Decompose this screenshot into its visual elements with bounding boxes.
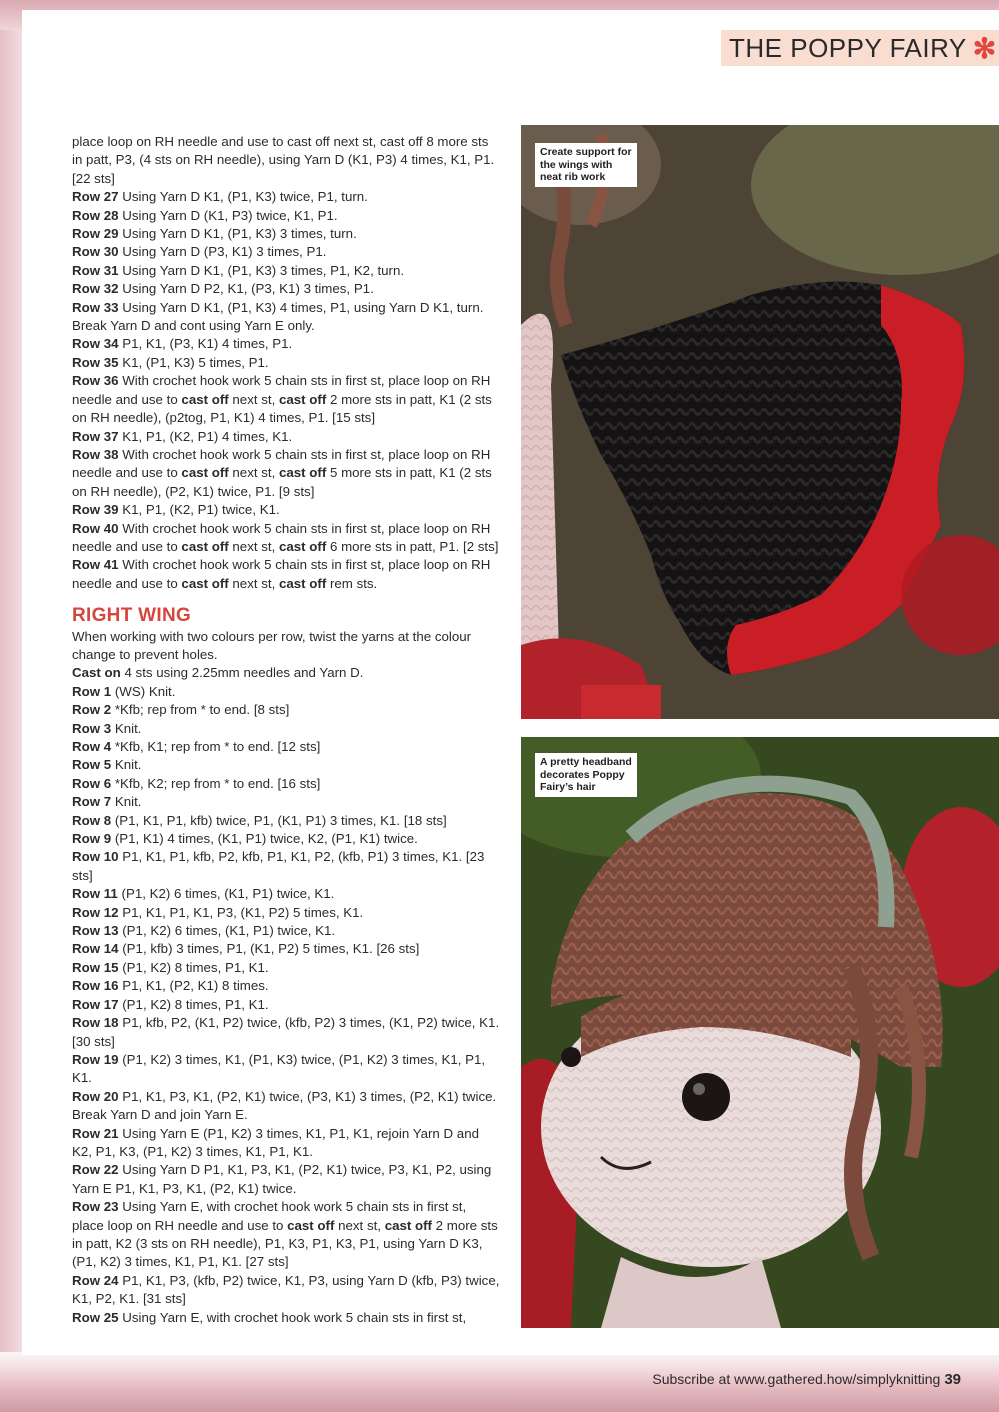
pattern-line (72, 1051, 500, 1088)
pattern-text: With crochet hook work 5 chain sts in first st, place loop on RH needle and use to (72, 373, 491, 407)
pattern-text: Using Yarn D K1, (P1, K3) 3 times, turn. (118, 226, 357, 242)
pattern-text: next st, (334, 1217, 385, 1233)
pattern-keyword: Row 20 (72, 1088, 119, 1104)
pattern-line (72, 922, 500, 940)
pattern-text: Knit. (111, 757, 142, 773)
pattern-keyword: Row 14 (72, 941, 119, 957)
pattern-line (72, 996, 500, 1014)
pattern-keyword: Row 28 (72, 207, 119, 223)
pattern-keyword: Row 21 (72, 1125, 119, 1141)
pattern-line (72, 848, 500, 885)
pattern-keyword: Row 12 (72, 904, 119, 920)
pattern-line (72, 793, 500, 811)
pattern-text: Using Yarn D (K1, P3) twice, K1, P1. (118, 207, 338, 223)
pattern-text: Using Yarn D (P3, K1) 3 times, P1. (118, 244, 327, 260)
caption-line: Create support for (540, 146, 632, 158)
pattern-text: Using Yarn D K1, (P1, K3) 4 times, P1, using Yarn D K1, turn. (118, 299, 484, 315)
pattern-text: P1, K1, P1, kfb, P2, kfb, P1, K1, P2, (kfb, P1) 3 times, K1. [23 sts] (72, 849, 485, 883)
pattern-keyword: Row 39 (72, 502, 119, 518)
pattern-text: (P1, K2) 6 times, (K1, P1) twice, K1. (117, 886, 335, 902)
pattern-keyword: Row 31 (72, 262, 119, 278)
pattern-line (72, 701, 500, 719)
pattern-text: When working with two colours per row, twist the yarns at the colour change to prevent holes. (72, 628, 472, 662)
pattern-keyword: Row 6 (72, 775, 112, 791)
pattern-text: (WS) Knit. (111, 683, 176, 699)
pattern-line (72, 1198, 500, 1272)
pattern-line (72, 738, 500, 756)
pattern-line (72, 428, 500, 446)
pattern-keyword: Row 35 (72, 354, 119, 370)
wing-photo-caption (535, 143, 637, 187)
right-wing-instructions (72, 628, 500, 1327)
pattern-keyword: Row 1 (72, 683, 112, 699)
pattern-continued (72, 133, 500, 593)
pattern-text: 6 more sts in patt, P1. [2 sts] (326, 538, 499, 554)
pattern-keyword: cast off (278, 391, 327, 407)
pattern-line (72, 904, 500, 922)
pattern-keyword: cast off (181, 575, 229, 591)
pattern-text: K1, (P1, K3) 5 times, P1. (118, 354, 269, 370)
pattern-text: K1, P1, (K2, P1) 4 times, K1. (118, 428, 293, 444)
wing-illustration (521, 125, 999, 719)
pattern-text: *Kfb, K2; rep from * to end. [16 sts] (111, 775, 321, 791)
head-photo-caption (535, 753, 637, 797)
pattern-line (72, 885, 500, 903)
pattern-line (72, 1106, 500, 1124)
pattern-keyword: Row 18 (72, 1015, 119, 1031)
pattern-text: rem sts. (326, 575, 378, 591)
pattern-text: Knit. (111, 720, 142, 736)
caption-line: decorates Poppy (540, 768, 625, 781)
pattern-line (72, 664, 500, 682)
pattern-column (72, 133, 500, 1327)
pattern-line (72, 243, 500, 261)
pattern-keyword: Row 30 (72, 244, 119, 260)
pattern-line (72, 225, 500, 243)
pattern-line (72, 775, 500, 793)
pattern-line (72, 372, 500, 427)
pattern-line (72, 940, 500, 958)
pattern-text: With crochet hook work 5 chain sts in first st, place loop on RH needle and use to (72, 520, 491, 554)
pattern-text: next st, (228, 465, 279, 481)
pattern-line (72, 959, 500, 977)
pattern-line (72, 262, 500, 280)
pattern-keyword: Row 33 (72, 299, 119, 315)
pattern-keyword: Row 40 (72, 520, 119, 536)
pattern-line (72, 317, 500, 335)
pattern-keyword: cast off (278, 538, 327, 554)
pattern-keyword: cast off (384, 1217, 432, 1233)
asterisk-icon: ✻ (972, 32, 997, 64)
pattern-keyword: Row 2 (72, 702, 112, 718)
pattern-text: next st, (228, 538, 279, 554)
pattern-keyword: Row 22 (72, 1162, 119, 1178)
pattern-keyword: Row 27 (72, 189, 119, 205)
pattern-line (72, 280, 500, 298)
pattern-text: Using Yarn D P1, K1, P3, K1, (P2, K1) twice, P3, K1, P2, using Yarn E P1, K1, P3, K1, (P2, K1) twice. (72, 1162, 492, 1196)
pattern-line (72, 756, 500, 774)
pattern-line (72, 188, 500, 206)
pattern-line (72, 446, 500, 501)
pattern-line (72, 977, 500, 995)
pattern-keyword: cast off (287, 1217, 335, 1233)
pattern-text: P1, K1, (P3, K1) 4 times, P1. (118, 336, 293, 352)
pattern-text: 4 sts using 2.25mm needles and Yarn D. (120, 665, 364, 681)
pattern-keyword: Row 4 (72, 739, 112, 754)
pattern-keyword: Row 32 (72, 281, 119, 297)
section-title: THE POPPY FAIRY (729, 32, 967, 63)
pattern-text: (P1, K1) 4 times, (K1, P1) twice, K2, (P1, K1) twice. (111, 831, 418, 847)
pattern-line (72, 354, 500, 372)
caption-line: neat rib work (540, 171, 606, 183)
pattern-text: Using Yarn E, with crochet hook work 5 chain sts in first st, place loop on RH needle and use to (72, 1199, 467, 1233)
pattern-text: P1, K1, P3, (kfb, P2) twice, K1, P3, using Yarn D (kfb, P3) twice, K1, P2, K1. [31 sts] (72, 1272, 500, 1307)
pattern-text: Using Yarn D K1, (P1, K3) 3 times, P1, K2, turn. (118, 262, 405, 278)
pattern-text: (P1, K2) 6 times, (K1, P1) twice, K1. (118, 923, 336, 939)
pattern-text: *Kfb, K1; rep from * to end. [12 sts] (111, 739, 321, 754)
pattern-text: (P1, kfb) 3 times, P1, (K1, P2) 5 times, K1. [26 sts] (118, 941, 420, 957)
pattern-line (72, 501, 500, 519)
page-footer (652, 1371, 961, 1388)
pattern-keyword: Row 5 (72, 757, 112, 773)
right-wing-heading: RIGHT WING (72, 605, 192, 627)
pattern-text: 5 more sts in patt, K1 (2 sts on RH needle), (P2, K1) twice, P1. [9 sts] (72, 465, 492, 499)
pattern-line (72, 520, 500, 557)
pattern-keyword: Row 34 (72, 336, 119, 352)
pattern-text: 2 more sts in patt, K2 (3 sts on RH needle), P1, K3, P1, K3, P1, using Yarn D K3, (P1, K2) 3 times, K1, P1, K1. [27 sts] (72, 1217, 498, 1270)
pattern-line (72, 1014, 500, 1051)
pattern-line (72, 1272, 500, 1309)
pattern-line (72, 1088, 500, 1106)
section-header (721, 30, 999, 66)
pattern-line (72, 830, 500, 848)
pattern-text: Break Yarn D and cont using Yarn E only. (72, 318, 315, 334)
pattern-keyword: Row 9 (72, 831, 112, 847)
caption-line: Fairy’s hair (540, 781, 596, 793)
pattern-line (72, 720, 500, 738)
pattern-text: P1, K1, (P2, K1) 8 times. (118, 978, 269, 994)
pattern-text: (P1, K1, P1, kfb) twice, P1, (K1, P1) 3 times, K1. [18 sts] (111, 812, 447, 828)
pattern-keyword: Row 41 (72, 557, 119, 573)
pattern-line (72, 683, 500, 701)
pattern-text: *Kfb; rep from * to end. [8 sts] (111, 702, 290, 718)
subscribe-link[interactable]: Subscribe at www.gathered.how/simplyknitting (652, 1371, 941, 1387)
pattern-text: P1, K1, P1, K1, P3, (K1, P2) 5 times, K1. (118, 904, 364, 920)
pattern-keyword: Row 19 (72, 1051, 119, 1067)
pattern-line (72, 133, 500, 188)
page-number: 39 (944, 1371, 961, 1388)
pattern-keyword: Row 23 (72, 1199, 119, 1215)
pattern-text: With crochet hook work 5 chain sts in first st, place loop on RH needle and use to (72, 557, 491, 591)
pattern-keyword: cast off (278, 575, 327, 591)
pattern-keyword: Row 7 (72, 794, 112, 810)
head-illustration (521, 737, 999, 1328)
pattern-text: Knit. (111, 794, 142, 810)
pattern-keyword: Row 38 (72, 446, 119, 462)
pattern-line (72, 556, 500, 593)
pattern-line (72, 812, 500, 830)
pattern-keyword: Row 37 (72, 428, 119, 444)
pattern-keyword: Row 15 (72, 959, 119, 975)
pattern-text: P1, kfb, P2, (K1, P2) twice, (kfb, P2) 3 times, (K1, P2) twice, K1. [30 sts] (72, 1015, 500, 1049)
pattern-keyword: Row 8 (72, 812, 112, 828)
pattern-keyword: Row 16 (72, 978, 119, 994)
caption-line: the wings with (540, 158, 613, 171)
pattern-text: next st, (228, 575, 279, 591)
pattern-keyword: Row 10 (72, 849, 119, 865)
pattern-text: K1, P1, (K2, P1) twice, K1. (118, 502, 280, 518)
pattern-line (72, 628, 500, 665)
pattern-text: 2 more sts in patt, K1 (2 sts on RH needle), (p2tog, P1, K1) 4 times, P1. [15 sts] (72, 391, 492, 426)
pattern-keyword: Row 25 (72, 1309, 119, 1325)
pattern-text: P1, K1, P3, K1, (P2, K1) twice, (P3, K1) 3 times, (P2, K1) twice. (118, 1088, 497, 1104)
pattern-keyword: Row 11 (72, 886, 118, 902)
pattern-keyword: Row 29 (72, 226, 119, 242)
wing-photo (521, 125, 999, 719)
pattern-keyword: cast off (278, 465, 327, 481)
pattern-text: With crochet hook work 5 chain sts in first st, place loop on RH needle and use to (72, 446, 491, 481)
pattern-text: Using Yarn E, with crochet hook work 5 chain sts in first st, (118, 1309, 467, 1325)
pattern-line (72, 1309, 500, 1327)
pattern-text: (P1, K2) 8 times, P1, K1. (118, 996, 269, 1012)
pattern-keyword: Row 3 (72, 720, 112, 736)
pattern-line (72, 335, 500, 353)
pattern-keyword: Row 13 (72, 923, 119, 939)
pattern-keyword: Cast on (72, 665, 121, 681)
pattern-line (72, 299, 500, 317)
pattern-line (72, 1125, 500, 1162)
pattern-keyword: cast off (181, 391, 229, 407)
pattern-text: place loop on RH needle and use to cast off next st, cast off 8 more sts in patt, P3, (4 sts on RH needle), using Yarn D (K1, P3) 4 times, K1, P1. [22 sts] (72, 134, 495, 186)
pattern-keyword: Row 17 (72, 996, 119, 1012)
pattern-line (72, 207, 500, 225)
pattern-line (72, 1161, 500, 1198)
pattern-text: Using Yarn E (P1, K2) 3 times, K1, P1, K1, rejoin Yarn D and K2, P1, K3, (P1, K2) 3 times, K1, P1, K1. (72, 1125, 479, 1159)
pattern-text: Using Yarn D K1, (P1, K3) twice, P1, turn. (118, 189, 368, 205)
head-photo (521, 737, 999, 1328)
pattern-text: Break Yarn D and join Yarn E. (72, 1107, 248, 1123)
pattern-keyword: Row 24 (72, 1272, 119, 1288)
caption-line: A pretty headband (540, 756, 632, 768)
pattern-text: Using Yarn D P2, K1, (P3, K1) 3 times, P1. (118, 281, 374, 297)
pattern-text: next st, (228, 391, 279, 407)
pattern-keyword: Row 36 (72, 373, 119, 389)
pattern-text: (P1, K2) 8 times, P1, K1. (118, 959, 269, 975)
pattern-keyword: cast off (181, 465, 229, 481)
pattern-text: (P1, K2) 3 times, K1, (P1, K3) twice, (P1, K2) 3 times, K1, P1, K1. (72, 1051, 486, 1086)
pattern-keyword: cast off (181, 538, 229, 554)
